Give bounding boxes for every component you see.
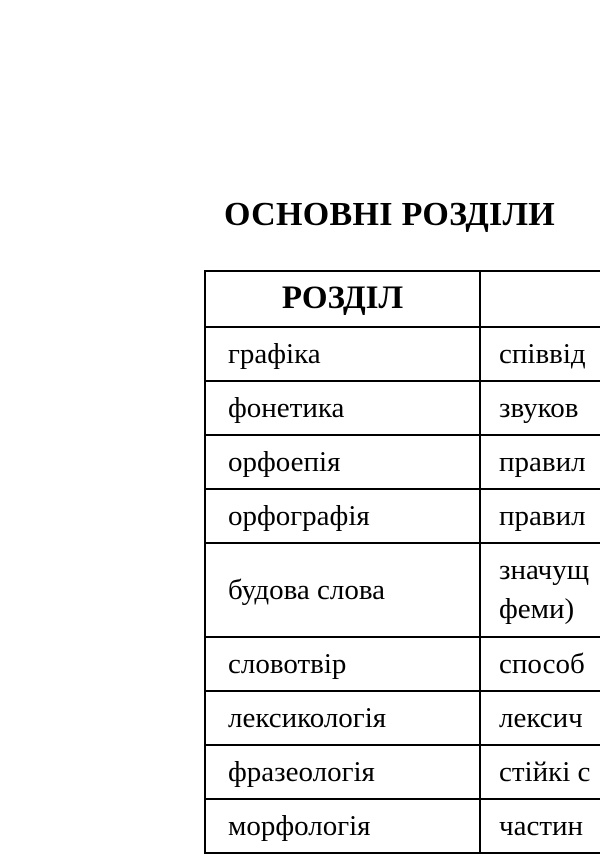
table-row [205, 489, 600, 543]
sections-table-container [204, 270, 600, 854]
section-description: лексич [480, 691, 600, 745]
section-name: графіка [205, 327, 480, 381]
section-description: частин [480, 799, 600, 853]
table-row [205, 745, 600, 799]
section-name: будова слова [205, 543, 480, 637]
section-name: фонетика [205, 381, 480, 435]
table-row [205, 435, 600, 489]
page-title: ОСНОВНІ РОЗДІЛИ [224, 196, 555, 233]
table-row [205, 543, 600, 637]
section-name: морфологія [205, 799, 480, 853]
section-name: фразеологія [205, 745, 480, 799]
section-description: способ [480, 637, 600, 691]
table-row [205, 327, 600, 381]
section-description: співвід [480, 327, 600, 381]
section-name: орфографія [205, 489, 480, 543]
section-description: правил [480, 489, 600, 543]
table-row [205, 691, 600, 745]
section-description [480, 543, 600, 637]
section-name: орфоепія [205, 435, 480, 489]
table-row [205, 381, 600, 435]
description-line-2: феми) [499, 593, 575, 625]
description-line-1: значущ [499, 553, 590, 586]
header-description [480, 271, 600, 327]
section-description: стійкі с [480, 745, 600, 799]
table-row [205, 637, 600, 691]
section-name: словотвір [205, 637, 480, 691]
header-section: РОЗДІЛ [205, 271, 480, 327]
section-name: лексикологія [205, 691, 480, 745]
table-header-row [205, 271, 600, 327]
sections-table [204, 270, 600, 854]
section-description: звуков [480, 381, 600, 435]
section-description: правил [480, 435, 600, 489]
